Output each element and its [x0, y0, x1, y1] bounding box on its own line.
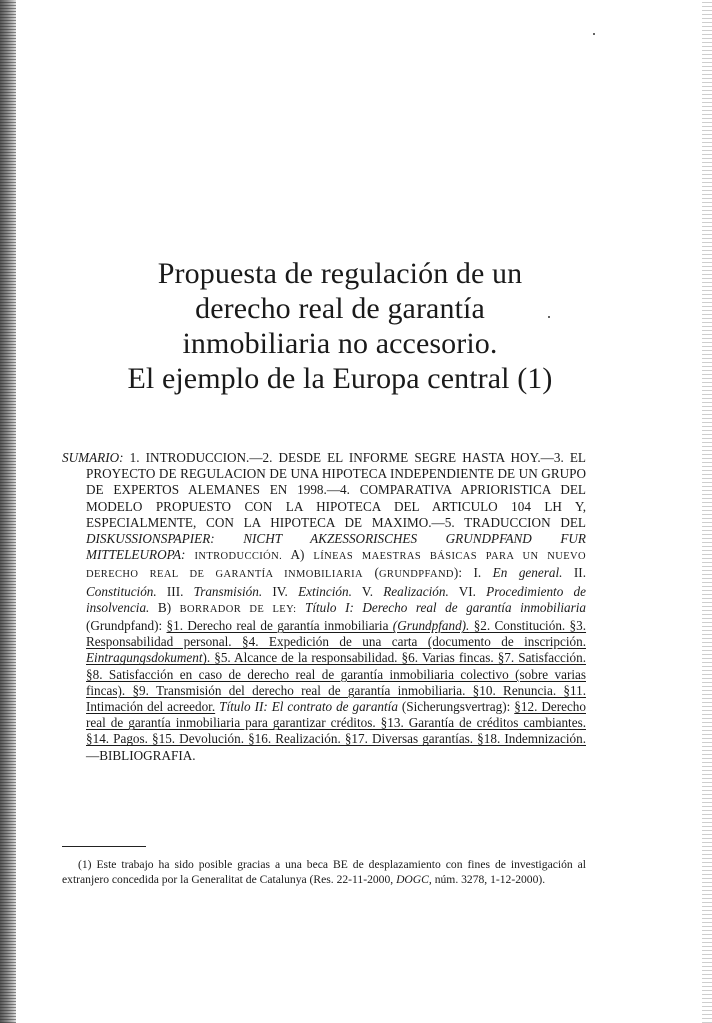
- footnote: [62, 858, 586, 887]
- title-line-2: derecho real de garantía: [195, 292, 485, 325]
- summary-text: Título II: El contrato de garantía: [219, 699, 398, 715]
- summary-text: DISKUSSIONSPAPIER: NICHT AKZESSORISCHES GRUNDPFAND FUR MITTELEUROPA:: [86, 531, 586, 563]
- scan-binding-edge-left: [0, 0, 16, 1023]
- summary-underlined-text: §12. Derecho real de garantía inmobiliaria para garantizar créditos. §13. Garantía de créditos cambiantes. §14. Pagos. §15. Devolución. §16. Realización. §17. Diversas garantías. §18. Indemnización.: [86, 699, 586, 747]
- summary-text: En general.: [492, 565, 563, 581]
- summary-text: V.: [351, 583, 384, 599]
- summary-text: Realización.: [383, 583, 449, 599]
- summary-text: VI.: [448, 583, 487, 599]
- summary-text: GRUNDPFAND: [378, 569, 454, 581]
- summary-section: [62, 450, 586, 764]
- title-line-1: Propuesta de regulación de un: [157, 257, 523, 290]
- summary-text: Transmisión.: [193, 583, 263, 599]
- summary-text: B): [149, 599, 180, 615]
- scan-speck: [593, 33, 595, 35]
- summary-text: Extinción.: [298, 583, 352, 599]
- scan-speck: [548, 316, 550, 318]
- summary-text: BORRADOR DE LEY:: [179, 603, 297, 615]
- scan-binding-edge-right: [702, 0, 712, 1023]
- summary-text: (Grundpfand):: [86, 618, 167, 634]
- summary-text: IV.: [262, 583, 299, 599]
- summary-underlined-text: §2. Constitución. §3. Responsabilidad personal. §4. Expedición de una carta (documento de inscripción.: [86, 618, 587, 650]
- summary-text: Constitución.: [86, 583, 157, 599]
- summary-text: (Sicherungsvertrag):: [397, 699, 515, 715]
- summary-text: LÍNEAS MAESTRAS BÁSICAS PARA UN NUEVO DERECHO REAL DE GARANTÍA INMOBILIARIA: [86, 551, 587, 581]
- summary-text: A): [282, 547, 314, 563]
- summary-text: ): I.: [453, 565, 493, 581]
- summary-paragraph: [62, 450, 586, 764]
- summary-label: SUMARIO:: [62, 450, 124, 465]
- footnote-journal: DOGC,: [396, 872, 432, 886]
- summary-text: III.: [156, 583, 194, 599]
- summary-text: II.: [562, 565, 586, 581]
- footnote-paragraph: [62, 858, 586, 887]
- summary-text: —BIBLIOGRAFIA.: [86, 747, 196, 763]
- footnote-text: (1) Este trabajo ha sido posible gracias a una beca BE de desplazamiento con fines de investigación al extranjero concedida por la Generalitat de Catalunya (Res. 22-11-2000,: [62, 858, 586, 886]
- footnote-text: núm. 3278, 1-12-2000).: [431, 872, 546, 886]
- summary-underlined-text: ). §5. Alcance de la responsabilidad. §6. Varias fincas. §7. Satisfacción. §8. Satisfacción en caso de derecho real de garantía inmobiliaria colectivo (sobre varias fincas). §9. Transmisión del derecho real de garantía inmobiliaria. §10. Renuncia. §11. Intimación del acreedor.: [86, 650, 586, 715]
- summary-text: INTRODUCCIÓN.: [194, 551, 283, 563]
- summary-underlined-text: §1. Derecho real de garantía inmobiliaria: [166, 618, 393, 634]
- summary-text: [296, 600, 305, 615]
- summary-text: Procedimiento de insolvencia.: [86, 583, 586, 615]
- summary-text: 1. INTRODUCCION.—2. DESDE EL INFORME SEGRE HASTA HOY.—3. EL PROYECTO DE REGULACION DE UNA HIPOTECA INDEPENDIENTE DE UN GRUPO DE EXPERTOS ALEMANES EN 1998.—4. COMPARATIVA APRIORISTICA DEL MODELO PROPUESTO CON LA HIPOTECA DEL ARTICULO 104 LH Y, ESPECIALMENTE, CON LA HIPOTECA DE MAXIMO.—5. TRADUCCION DEL: [86, 450, 586, 530]
- summary-underlined-text: Eintragungsdokument: [86, 650, 203, 666]
- summary-text: (: [363, 565, 379, 581]
- summary-underlined-text: (Grundpfand).: [392, 618, 470, 634]
- footnote-divider: [62, 846, 146, 847]
- summary-text: Título I: Derecho real de garantía inmobiliaria: [305, 599, 587, 615]
- title-line-4: El ejemplo de la Europa central (1): [127, 362, 553, 395]
- title-line-3: inmobiliaria no accesorio.: [182, 327, 498, 360]
- article-title: [60, 256, 620, 396]
